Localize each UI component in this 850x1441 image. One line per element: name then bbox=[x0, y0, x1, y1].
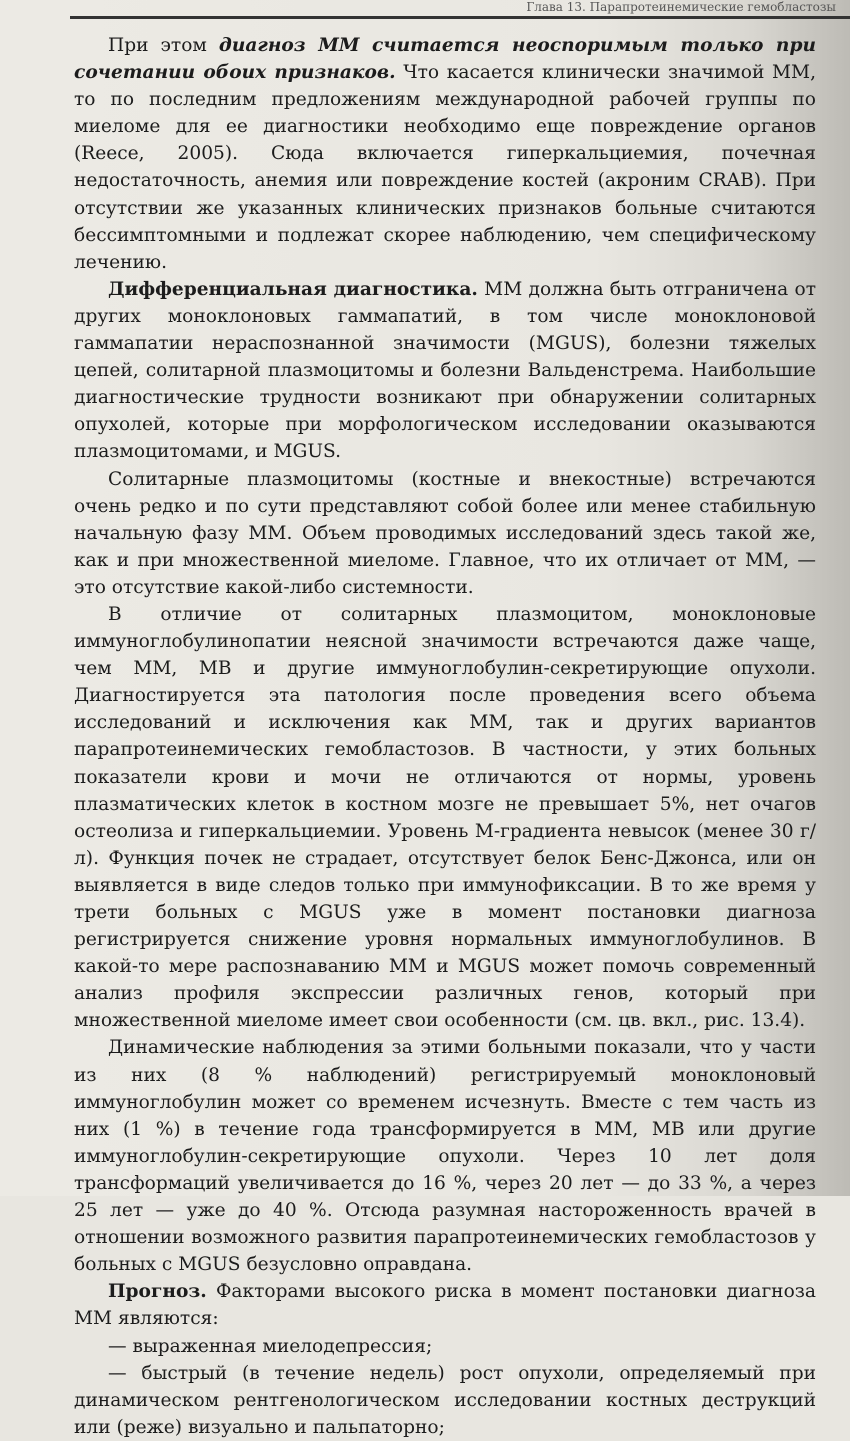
paragraph-prognosis bbox=[74, 1278, 816, 1332]
paragraph-solitary: Солитарные плазмоцитомы (костные и внекостные) встречаются очень редко и по сути представляют собой более или менее стабильную начальную фазу ММ. Объем проводимых исследований здесь такой же, как и при множественной миеломе. Главное, что их отличает от ММ, — это отсутствие какой-либо системности. bbox=[74, 468, 816, 598]
p6-body: Факторами высокого риска в момент постановки диагноза ММ являются: bbox=[74, 1281, 816, 1330]
p1-body: Что касается клинически значимой ММ, то по последним предложениям международной рабочей группы по миеломе для ее диагностики необходимо еще повреждение органов (Reece, 2005). Сюда включается гиперкальциемия, почечная недостаточность, анемия или повреждение костей (акроним CRAB). При отсутствии же указанных клинических признаков больные считаются бессимптомными и подлежат скорее наблюдению, чем специфическому лечению. bbox=[74, 62, 816, 273]
p1-emphasis: диагноз ММ считается неоспоримым только при сочетании обоих признаков. bbox=[74, 35, 816, 84]
list-item: — быстрый (в течение недель) рост опухоли, определяемый при динамическом рентгенологическом исследовании костных деструкций или (реже) визуально и пальпаторно; bbox=[74, 1362, 816, 1438]
header-rule bbox=[70, 16, 850, 19]
paragraph-diagnosis bbox=[74, 32, 816, 276]
differential-heading: Дифференциальная диагностика. bbox=[108, 278, 478, 300]
running-header: Глава 13. Парапротеинемические гемобластозы bbox=[526, 0, 836, 14]
p2-body: ММ должна быть отграничена от других моноклоновых гаммапатий, в том числе моноклоновой гаммапатии нераспознанной значимости (MGUS), болезни тяжелых цепей, солитарной плазмоцитомы и болезни Вальденстрема. Наибольшие диагностические трудности возникают при обнаружении солитарных опухолей, которые при морфологическом исследовании оказываются плазмоцитомами, и MGUS. bbox=[74, 278, 816, 463]
page-body bbox=[74, 32, 816, 1441]
p1-lead: При этом bbox=[108, 35, 219, 56]
paragraph-dynamics: Динамические наблюдения за этими больными показали, что у части из них (8 % наблюдений) регистрируемый моноклоновый иммуноглобулин может со временем исчезнуть. Вместе с тем часть из них (1 %) в течение года трансформируется в ММ, МВ или другие иммуноглобулин-секретирующие опухоли. Через 10 лет доля трансформаций увеличивается до 16 %, через 20 лет — до 33 %, а через 25 лет — уже до 40 %. Отсюда разумная настороженность врачей в отношении возможного развития парапротеинемических гемобластозов у больных с MGUS безусловно оправдана. bbox=[74, 1037, 816, 1276]
paragraph-mgus: В отличие от солитарных плазмоцитом, моноклоновые иммуноглобулинопатии неясной значимости встречаются даже чаще, чем ММ, МВ и другие иммуноглобулин-секретирующие опухоли. Диагностируется эта патология после проведения всего объема исследований и исключения как ММ, так и других вариантов парапротеинемических гемобластозов. В частности, у этих больных показатели крови и мочи не отличаются от нормы, уровень плазматических клеток в костном мозге не превышает 5%, нет очагов остеолиза и гиперкальциемии. Уровень М-градиента невысок (менее 30 г/л). Функция почек не страдает, отсутствует белок Бенс-Джонса, или он выявляется в виде следов только при иммунофиксации. В то же время у трети больных с MGUS уже в момент постановки диагноза регистрируется снижение уровня нормальных иммуноглобулинов. В какой-то мере распознаванию ММ и MGUS может помочь современный анализ профиля экспрессии различных генов, который при множественной миеломе имеет свои особенности (см. цв. вкл., рис. 13.4). bbox=[74, 603, 816, 1032]
list-item: — выраженная миелодепрессия; bbox=[108, 1335, 433, 1357]
paragraph-differential bbox=[74, 276, 816, 466]
prognosis-heading: Прогноз. bbox=[108, 1281, 207, 1303]
